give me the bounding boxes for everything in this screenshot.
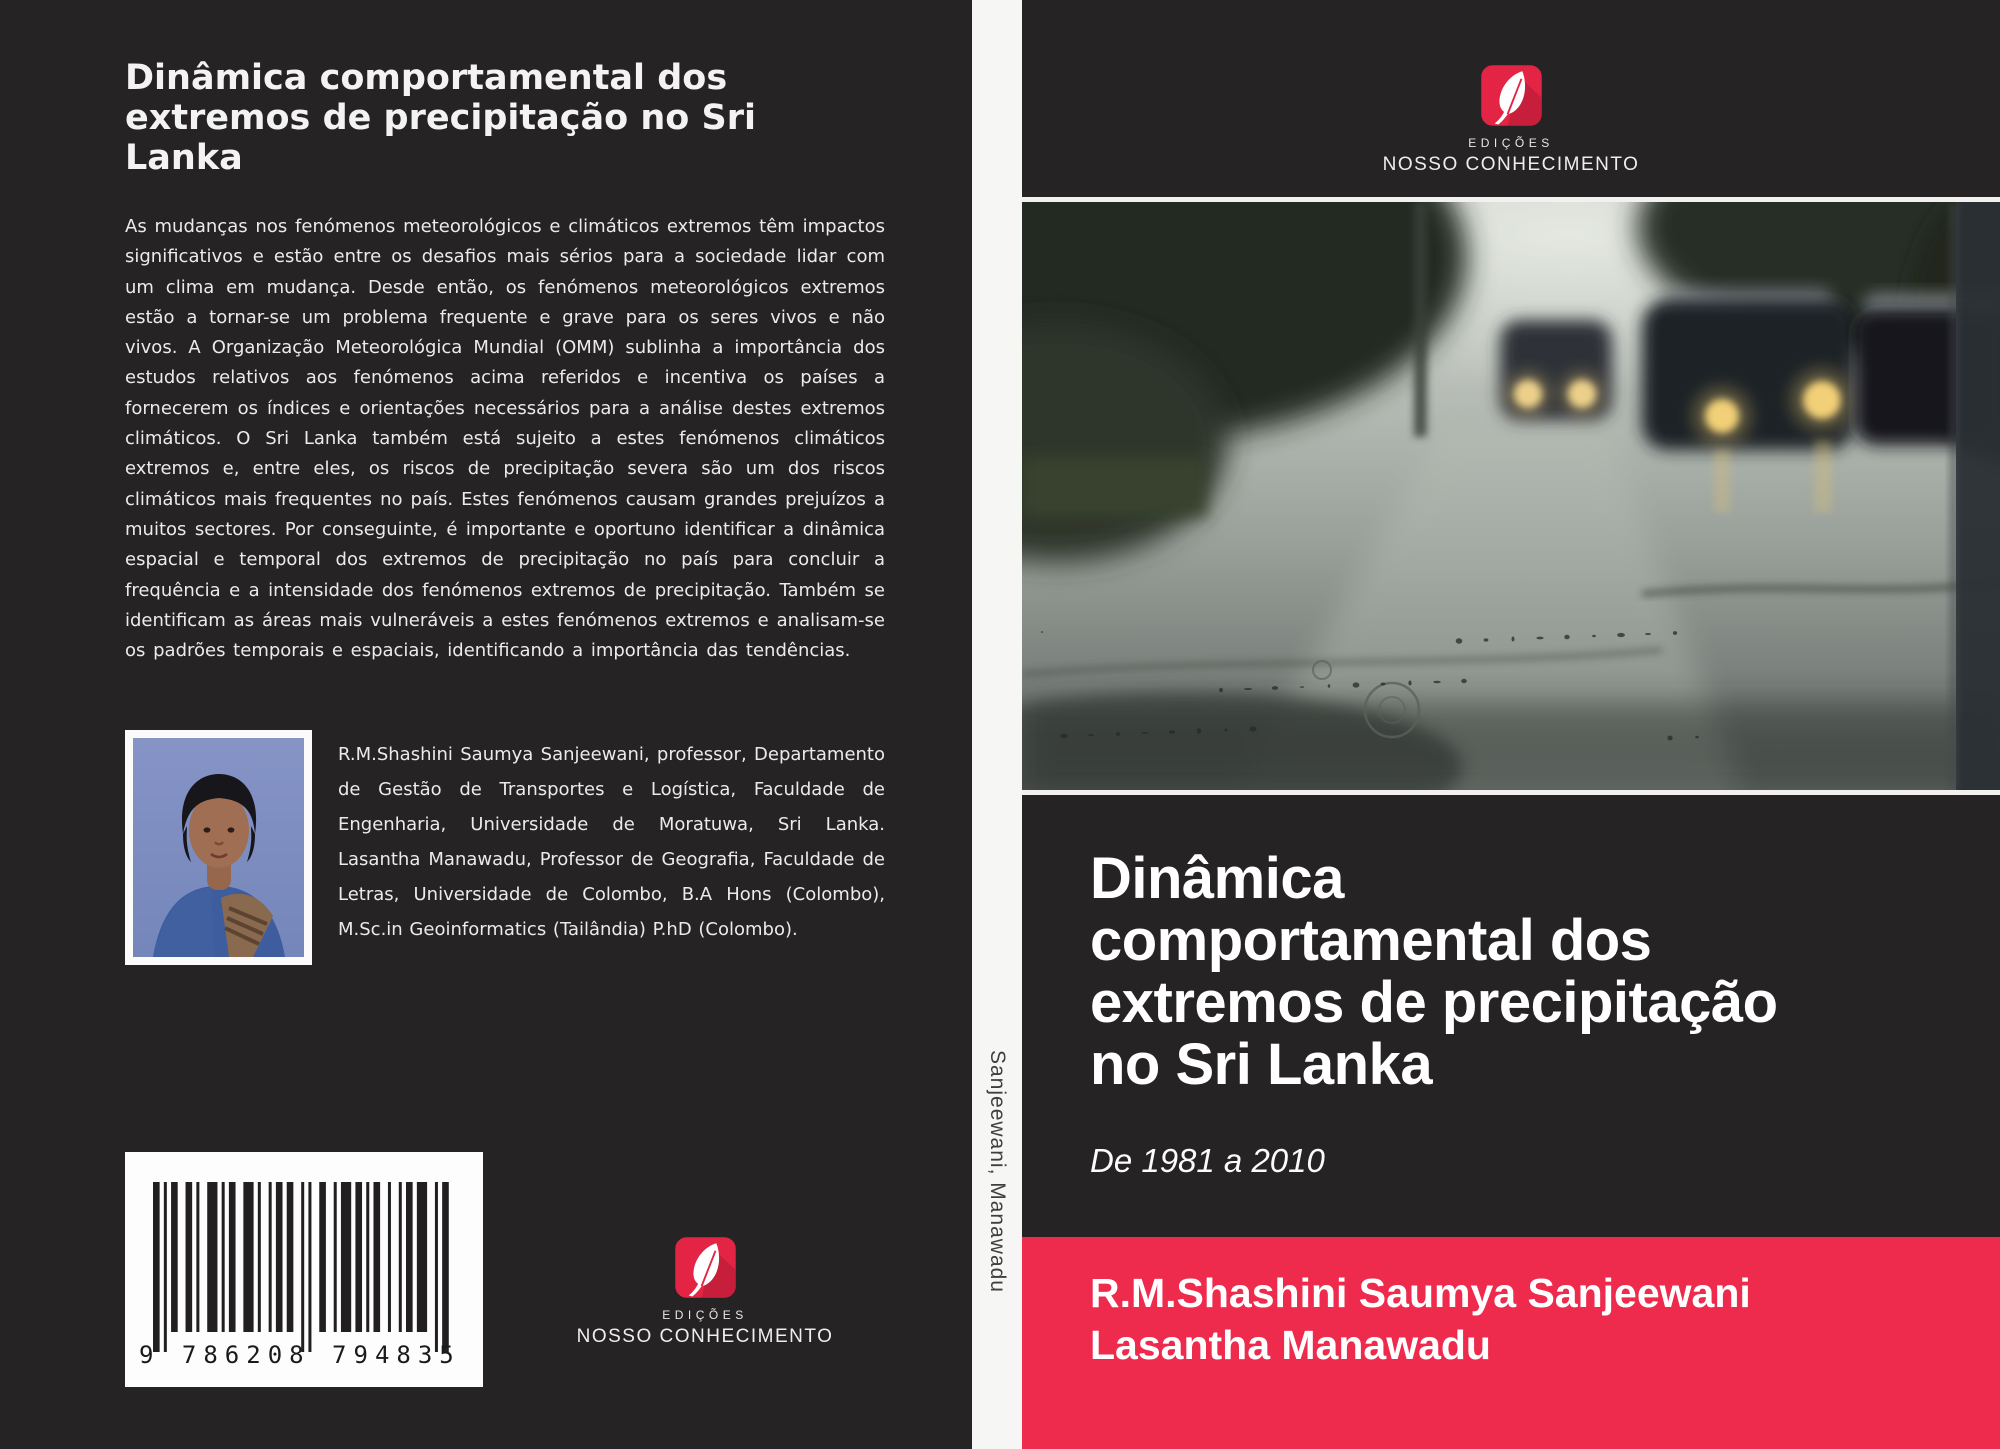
publisher-logo-front — [1022, 64, 2000, 176]
author-photo — [125, 730, 312, 965]
front-subtitle: De 1981 a 2010 — [1090, 1142, 1325, 1179]
back-cover — [0, 0, 972, 1449]
author-bio: R.M.Shashini Saumya Sanjeewani, professor, Departamento de Gestão de Transportes e Logística, Faculdade de Engenharia, Universidade de Moratuwa, Sri Lanka. Lasantha Manawadu, Professor de Geografia, Faculdade de Letras, Universidade de Colombo, B.A Hons (Colombo), M.Sc.in Geoinformatics (Tailândia) P.hD (Colombo). — [338, 744, 885, 940]
barcode-bars — [153, 1182, 455, 1354]
author-name: R.M.Shashini Saumya Sanjeewani — [1090, 1270, 1751, 1316]
photo-separator-bottom — [1022, 790, 2000, 795]
spine — [972, 0, 1022, 1449]
barcode-digits: 9 786208 794835 — [139, 1341, 461, 1369]
rain-street-photo — [1022, 202, 2000, 790]
back-title-line: extremos de precipitação no Sri — [125, 98, 756, 138]
street-pole — [1414, 202, 1427, 437]
back-title-line: Lanka — [125, 138, 243, 178]
barcode — [125, 1152, 483, 1387]
author-portrait-illustration — [133, 738, 304, 957]
author-band — [1022, 1237, 2000, 1449]
publisher-name-label: NOSSO CONHECIMENTO — [1382, 154, 1640, 175]
publisher-name-label: NOSSO CONHECIMENTO — [576, 1326, 834, 1347]
front-title-line: comportamental dos — [1090, 908, 1652, 973]
author-names — [1090, 1267, 1751, 1371]
front-title-line: no Sri Lanka — [1090, 1032, 1433, 1097]
front-title-line: Dinâmica — [1090, 846, 1344, 911]
front-title-line: extremos de precipitação — [1090, 970, 1778, 1035]
spine-authors: Sanjeewani, Manawadu — [986, 1050, 1009, 1293]
author-name: Lasantha Manawadu — [1090, 1322, 1491, 1368]
back-description: As mudanças nos fenómenos meteorológicos e climáticos extremos têm impactos significativos e estão entre os desafios mais sérios para a sociedade lidar com um clima em mudança. Desde então, os fenómenos meteorológicos extremos estão a tornar-se um problema frequente e grave para os seres vivos e não vivos. A Organização Meteorológica Mundial (OMM) sublinha a importância dos estudos relativos aos fenómenos acima referidos e incentiva os países a fornecerem os índices e orientações necessários para a análise destes extremos climáticos. O Sri Lanka também está sujeito a estes fenómenos climáticos extremos e, entre eles, os riscos de precipitação severa são um dos riscos climáticos mais frequentes no país. Estes fenómenos causam grandes prejuízos a muitos sectores. Por conseguinte, é importante e oportuno identificar a dinâmica espacial e temporal dos extremos de precipitação no país para concluir a frequência e a intensidade dos fenómenos extremos de precipitação. Também se identificam as áreas mais vulneráveis a estes fenómenos extremos e analisam-se os padrões temporais e espaciais, identificando a importância das tendências. — [125, 216, 885, 662]
back-title — [125, 58, 845, 178]
feather-icon — [1478, 64, 1545, 127]
back-title-line: Dinâmica comportamental dos — [125, 58, 728, 98]
front-cover — [1022, 0, 2000, 1449]
publisher-editions-label: EDIÇÕES — [1468, 136, 1554, 150]
publisher-editions-label: EDIÇÕES — [662, 1308, 748, 1322]
foreground-pole — [1956, 202, 2000, 790]
publisher-logo-back — [555, 1236, 855, 1348]
front-title — [1090, 848, 1950, 1096]
feather-icon — [672, 1236, 739, 1299]
rain-street-illustration — [1022, 202, 2000, 790]
